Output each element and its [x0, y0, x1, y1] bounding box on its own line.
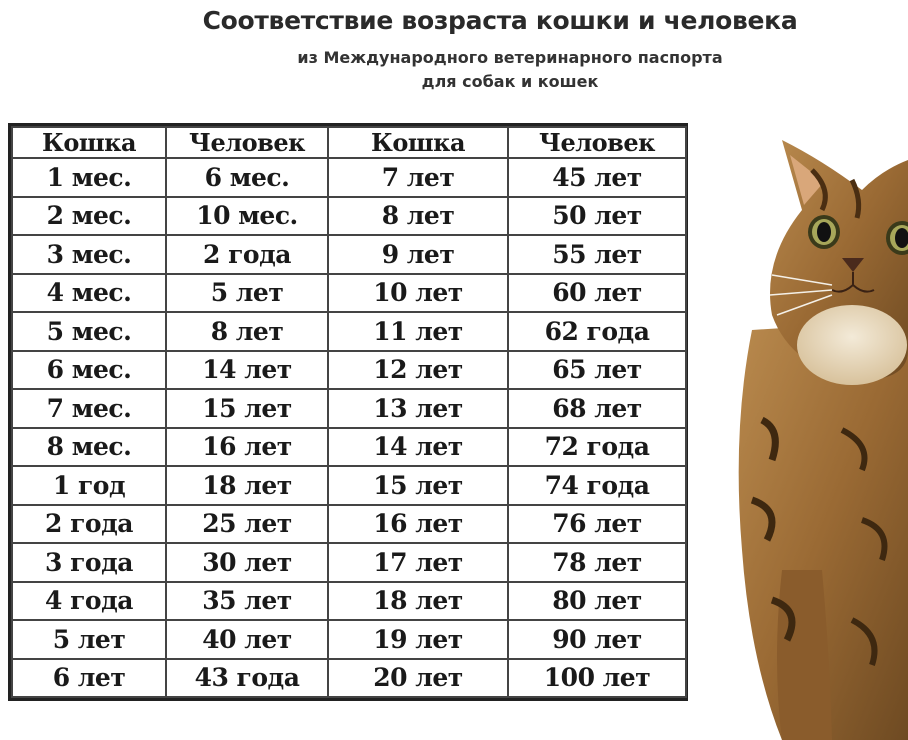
- table-row: [12, 659, 686, 698]
- table-row: [12, 158, 686, 197]
- cat-photo: [712, 100, 908, 740]
- cat-age-cell: 9 лет: [328, 235, 508, 274]
- human-age-cell: 62 года: [508, 312, 686, 351]
- human-age-cell: 25 лет: [166, 505, 328, 544]
- human-age-cell: 15 лет: [166, 389, 328, 428]
- cat-age-cell: 19 лет: [328, 620, 508, 659]
- table-header-row: [12, 127, 686, 158]
- human-age-cell: 100 лет: [508, 659, 686, 698]
- table-row: [12, 235, 686, 274]
- cat-age-cell: 18 лет: [328, 582, 508, 621]
- cat-age-cell: 6 лет: [12, 659, 166, 698]
- cat-age-cell: 13 лет: [328, 389, 508, 428]
- human-age-cell: 10 мес.: [166, 197, 328, 236]
- cat-age-cell: 5 лет: [12, 620, 166, 659]
- cat-age-cell: 2 мес.: [12, 197, 166, 236]
- age-table: [8, 123, 688, 701]
- cat-age-cell: 8 лет: [328, 197, 508, 236]
- subtitle-line-1: из Международного ветеринарного паспорта: [297, 48, 723, 67]
- table-row: [12, 466, 686, 505]
- cat-age-cell: 16 лет: [328, 505, 508, 544]
- human-age-cell: 76 лет: [508, 505, 686, 544]
- page-subtitle: [200, 46, 820, 94]
- table-row: [12, 505, 686, 544]
- human-age-cell: 68 лет: [508, 389, 686, 428]
- human-age-cell: 65 лет: [508, 351, 686, 390]
- table-row: [12, 620, 686, 659]
- cat-age-cell: 6 мес.: [12, 351, 166, 390]
- table-row: [12, 543, 686, 582]
- human-age-cell: 60 лет: [508, 274, 686, 313]
- cat-age-cell: 5 мес.: [12, 312, 166, 351]
- human-age-cell: 30 лет: [166, 543, 328, 582]
- cat-age-cell: 2 года: [12, 505, 166, 544]
- cat-age-cell: 15 лет: [328, 466, 508, 505]
- cat-age-cell: 3 мес.: [12, 235, 166, 274]
- cat-age-cell: 1 мес.: [12, 158, 166, 197]
- human-age-cell: 5 лет: [166, 274, 328, 313]
- human-age-cell: 6 мес.: [166, 158, 328, 197]
- header-human-2: Человек: [508, 127, 686, 158]
- cat-age-cell: 7 мес.: [12, 389, 166, 428]
- header-cat-2: Кошка: [328, 127, 508, 158]
- age-comparison-table: [11, 126, 687, 698]
- table-row: [12, 351, 686, 390]
- cat-age-cell: 1 год: [12, 466, 166, 505]
- cat-age-cell: 4 мес.: [12, 274, 166, 313]
- table-row: [12, 197, 686, 236]
- table-row: [12, 582, 686, 621]
- human-age-cell: 35 лет: [166, 582, 328, 621]
- human-age-cell: 72 года: [508, 428, 686, 467]
- cat-age-cell: 10 лет: [328, 274, 508, 313]
- page-title: Соответствие возраста кошки и человека: [202, 6, 798, 35]
- human-age-cell: 43 года: [166, 659, 328, 698]
- cat-age-cell: 12 лет: [328, 351, 508, 390]
- human-age-cell: 55 лет: [508, 235, 686, 274]
- cat-age-cell: 20 лет: [328, 659, 508, 698]
- human-age-cell: 8 лет: [166, 312, 328, 351]
- cat-age-cell: 11 лет: [328, 312, 508, 351]
- human-age-cell: 18 лет: [166, 466, 328, 505]
- table-row: [12, 389, 686, 428]
- human-age-cell: 16 лет: [166, 428, 328, 467]
- human-age-cell: 50 лет: [508, 197, 686, 236]
- cat-age-cell: 7 лет: [328, 158, 508, 197]
- human-age-cell: 14 лет: [166, 351, 328, 390]
- human-age-cell: 45 лет: [508, 158, 686, 197]
- human-age-cell: 90 лет: [508, 620, 686, 659]
- human-age-cell: 80 лет: [508, 582, 686, 621]
- table-row: [12, 274, 686, 313]
- header-cat-1: Кошка: [12, 127, 166, 158]
- cat-age-cell: 8 мес.: [12, 428, 166, 467]
- cat-age-cell: 17 лет: [328, 543, 508, 582]
- subtitle-line-2: для собак и кошек: [421, 72, 599, 91]
- table-body: [12, 158, 686, 697]
- cat-age-cell: 14 лет: [328, 428, 508, 467]
- table-row: [12, 312, 686, 351]
- cat-age-cell: 3 года: [12, 543, 166, 582]
- cat-age-cell: 4 года: [12, 582, 166, 621]
- human-age-cell: 78 лет: [508, 543, 686, 582]
- human-age-cell: 40 лет: [166, 620, 328, 659]
- human-age-cell: 2 года: [166, 235, 328, 274]
- header-human-1: Человек: [166, 127, 328, 158]
- human-age-cell: 74 года: [508, 466, 686, 505]
- table-row: [12, 428, 686, 467]
